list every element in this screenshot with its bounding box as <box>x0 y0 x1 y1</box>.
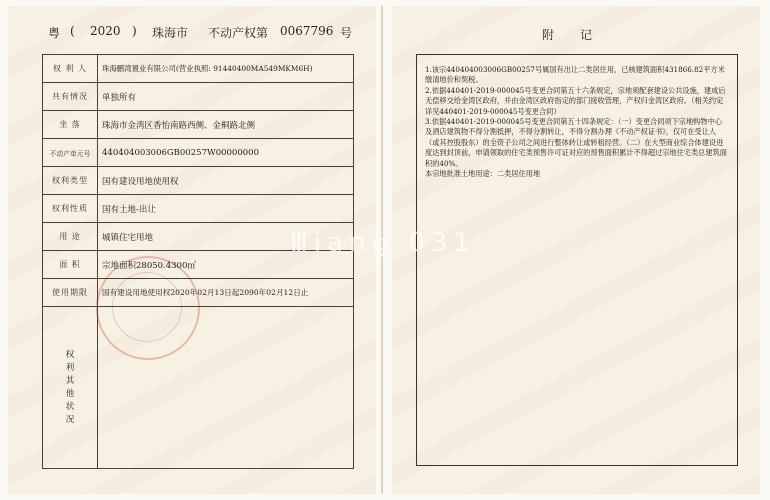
paren-open: ( <box>70 24 75 38</box>
table-row <box>43 139 354 167</box>
table-row <box>43 111 354 139</box>
row-label: 用 途 <box>43 223 98 251</box>
row-value: 国有建设用地使用权 <box>98 167 354 195</box>
row-value: 珠海鹏湾置业有限公司(营业执照: 91440400MA549MKM6H) <box>98 55 354 83</box>
row-label: 不动产单元号 <box>43 139 98 167</box>
row-label: 面 积 <box>43 251 98 279</box>
table-row-other-rights <box>43 307 354 469</box>
certificate-type: 不动产权第 <box>208 26 269 40</box>
table-row <box>43 279 354 307</box>
certificate-city: 珠海市 <box>152 26 189 40</box>
row-value: 国有建设用地使用权2020年02月13日起2090年02月12日止 <box>98 279 354 307</box>
rights-table <box>42 54 354 469</box>
row-value: 宗地面积28050.4300㎡ <box>98 251 354 279</box>
certificate-year: 2020 <box>90 24 121 38</box>
certificate-number: 0067796 <box>280 24 334 38</box>
table-row <box>43 195 354 223</box>
notes-box <box>416 54 738 466</box>
notes-title: 附记 <box>542 28 619 42</box>
table-row <box>43 55 354 83</box>
watermark-text: Ⅲiang 031 <box>290 228 476 258</box>
row-label: 坐 落 <box>43 111 98 139</box>
other-rights-value <box>98 307 354 469</box>
row-label: 权 利 人 <box>43 55 98 83</box>
notes-text <box>425 65 727 179</box>
note-item: 本宗地批准土地用途：二类居住用地 <box>425 169 541 179</box>
row-value: 珠海市金湾区香怡南路西侧、金桐路北侧 <box>98 111 354 139</box>
paren-close: ) <box>132 24 137 38</box>
other-rights-label <box>43 307 98 469</box>
note-item: 3.依据440401-2019-000045号变更合同第五十四条规定：（一）变更合同项下宗地购物中心及酒店建筑物不得分割抵押，不得分割转让，不得分割办理《不动产权证书》，仅可在受让人（或其控股股东）的全资子公司之间进行整体转让或转租经营。（二）在大型商业综合体建设进度达到封顶前，申请领取的住宅类预售许可证对应的预售面积累计不得超过宗地住宅类总建筑面积的40%。 <box>425 117 727 168</box>
row-label: 权利性质 <box>43 195 98 223</box>
row-value: 城镇住宅用地 <box>98 223 354 251</box>
row-value: 440404003006GB00257W00000000 <box>98 139 354 167</box>
row-label: 权利类型 <box>43 167 98 195</box>
table-row <box>43 83 354 111</box>
note-item: 2.依据440401-2019-000045号变更合同第五十六条规定，宗地须配套建设公共设施，建成后无偿移交给金湾区政府，并由金湾区政府指定的部门接收管理，产权归金湾区政府。（相关约定详见440401-2019-000045号变更合同） <box>425 85 726 116</box>
province-abbrev: 粤 <box>48 26 61 40</box>
certificate-suffix: 号 <box>340 26 353 40</box>
certificate-header <box>48 24 358 44</box>
row-label: 共有情况 <box>43 83 98 111</box>
note-item: 1.该宗440404003006GB00257号属国有出让二类居住用，已核建筑面积431866.82平方米缴清地价和契税。 <box>425 65 725 85</box>
table-row <box>43 167 354 195</box>
other-rights-label-text: 权利其他状况 <box>65 349 75 425</box>
row-label: 使用期限 <box>43 279 98 307</box>
row-value: 单独所有 <box>98 83 354 111</box>
row-value: 国有土地-出让 <box>98 195 354 223</box>
